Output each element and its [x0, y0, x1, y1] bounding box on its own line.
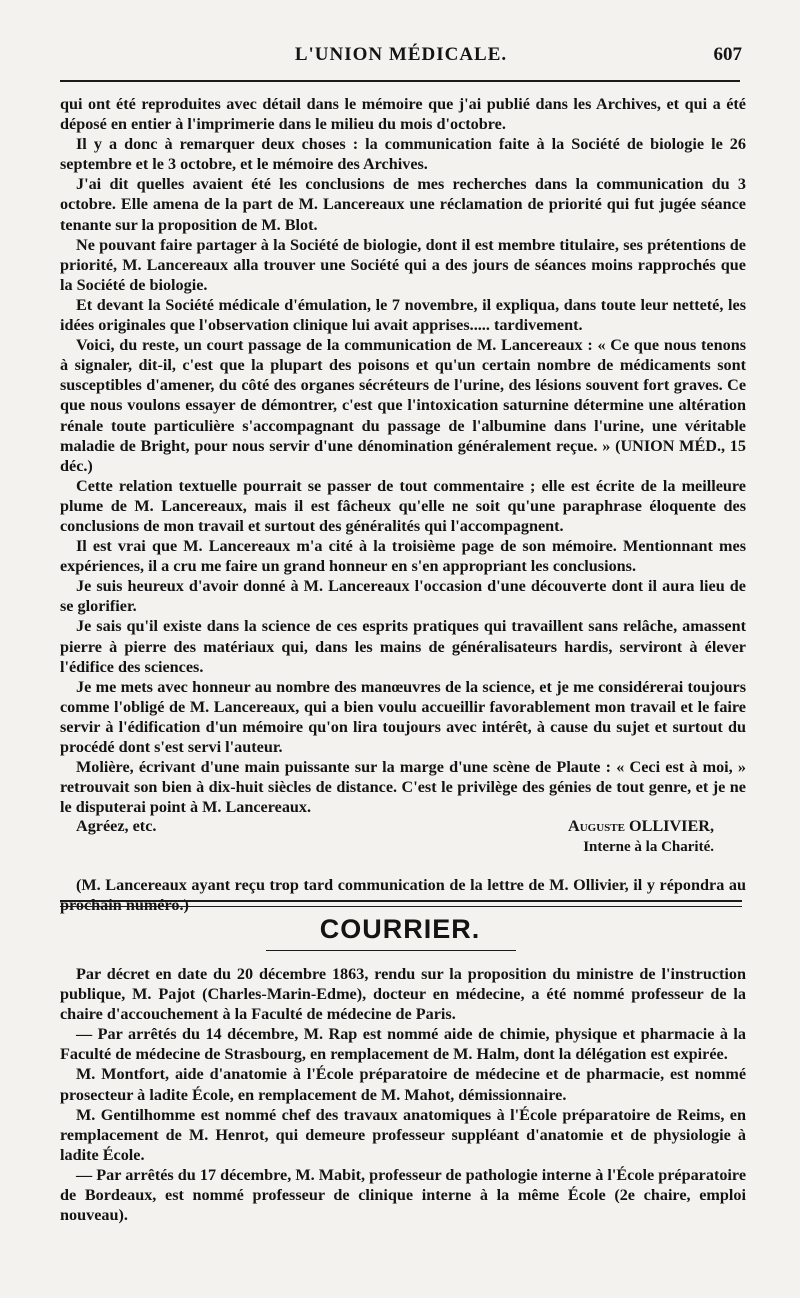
letter-paragraph: Voici, du reste, un court passage de la communication de M. Lancereaux : « Ce que nous tenons à signaler, dit-il, c'est que la plupart des poisons et qu'un certain nombre de médicaments sont susceptibles d'amener, du côté des organes sécréteurs de l'urine, des lésions souvent fort graves. Ce que nous voulons essayer de démontrer, c'est que l'intoxication saturnine détermine une altération rénale toute particulière s'accompagnant du passage de l'albumine dans l'urine, une véritable maladie de Bright, pour nous servir d'une dénomination généralement reçue. » (UNION MÉD., 15 déc.) [60, 336, 746, 475]
letter-paragraph: Molière, écrivant d'une main puissante sur la marge d'une scène de Plaute : « Ceci est à moi, » retrouvait son bien à dix-huit siècles de distance. C'est le privilège des génies de tout genre, et je ne le disputerai point à M. Lancereaux. [60, 758, 746, 817]
page-header [60, 44, 742, 76]
courrier-paragraph: — Par arrêtés du 14 décembre, M. Rap est nommé aide de chimie, physique et pharmacie à la Faculté de médecine de Strasbourg, en remplacement de M. Halm, dont la délégation est expirée. [60, 1025, 746, 1064]
signer-role: Interne à la Charité. [583, 839, 714, 856]
courrier-paragraph: — Par arrêtés du 17 décembre, M. Mabit, professeur de pathologie interne à l'École préparatoire de Bordeaux, est nommé professeur de clinique interne à la même École (2e chaire, emploi nouveau). [60, 1165, 746, 1225]
letter-paragraph: Cette relation textuelle pourrait se passer de tout commentaire ; elle est écrite de la meilleure plume de M. Lancereaux, mais il est fâcheux qu'elle ne soit qu'une paraphrase éloquente des conclusions de mon travail et surtout des généralités qui l'accompagnent. [60, 476, 746, 535]
courrier-paragraph: M. Montfort, aide d'anatomie à l'École préparatoire de médecine et de pharmacie, est nommé prosecteur à ladite École, en remplacement de M. Mahot, démissionnaire. [60, 1065, 746, 1104]
letter-paragraph: Il y a donc à remarquer deux choses : la communication faite à la Société de biologie le 26 septembre et le 3 octobre, et le mémoire des Archives. [60, 135, 746, 174]
courrier-body [60, 964, 746, 1225]
letter-paragraph: Il est vrai que M. Lancereaux m'a cité à la troisième page de son mémoire. Mentionnant mes expériences, il a cru me faire un grand honneur en s'en appropriant les conclusions. [60, 537, 746, 576]
title-underline [266, 950, 516, 951]
courrier-paragraph: M. Gentilhomme est nommé chef des travaux anatomiques à l'École préparatoire de Reims, en remplacement de M. Henrot, qui demeure professeur suppléant d'anatomie et de physiologie à ladite École. [60, 1105, 746, 1164]
letter-paragraph: Et devant la Société médicale d'émulation, le 7 novembre, il expliqua, dans toute leur netteté, les idées originales que l'observation clinique lui avait apprises..... tardivement. [60, 295, 746, 335]
header-rule [60, 80, 740, 82]
signer-role-row [60, 839, 746, 861]
closing-formula: Agréez, etc. [76, 817, 157, 836]
signer-name: Auguste OLLIVIER, [568, 817, 714, 836]
letter-paragraph: Je sais qu'il existe dans la science de ces esprits pratiques qui travaillent sans relâche, amassent pierre à pierre des matériaux qui, dans les mains de généralisateurs hardis, serviront à élever l'édifice des sciences. [60, 617, 746, 676]
letter-body [60, 94, 746, 916]
letter-paragraph: J'ai dit quelles avaient été les conclusions de mes recherches dans la communication du 3 octobre. Elle amena de la part de M. Lancereaux une réclamation de priorité qui fut jugée séance tenante sur la proposition de M. Blot. [60, 175, 746, 234]
letter-paragraph: Je me mets avec honneur au nombre des manœuvres de la science, et je me considérerai toujours comme l'obligé de M. Lancereaux, qui a bien voulu accueillir favorablement mon travail et le faire servir à l'édification d'un mémoire qu'on lira toujours avec intérêt, à cause du sujet et surtout du procédé dont s'est servi l'auteur. [60, 677, 746, 756]
section-title: COURRIER. [319, 914, 481, 944]
courrier-paragraph: Par décret en date du 20 décembre 1863, rendu sur la proposition du ministre de l'instruction publique, M. Pajot (Charles-Marin-Edme), docteur en médecine, a été nommé professeur de la chaire d'accouchement à la Faculté de médecine de Paris. [60, 965, 746, 1024]
letter-paragraph: Je suis heureux d'avoir donné à M. Lancereaux l'occasion d'une découverte dont il aura lieu de se glorifier. [60, 577, 746, 616]
letter-paragraph: Ne pouvant faire partager à la Société de biologie, dont il est membre titulaire, ses prétentions de priorité, M. Lancereaux alla trouver une Société qui a des jours de séances moins rapprochés que la Société de biologie. [60, 235, 746, 294]
signature-row [60, 817, 746, 839]
section-divider [60, 900, 742, 907]
editor-note: (M. Lancereaux ayant reçu trop tard communication de la lettre de M. Ollivier, il y répondra au prochain numéro.) [60, 876, 746, 915]
letter-paragraph: qui ont été reproduites avec détail dans le mémoire que j'ai publié dans les Archives, et qui a été déposé en entier à l'imprimerie dans le milieu du mois d'octobre. [60, 95, 746, 134]
page-number: 607 [713, 44, 742, 65]
running-title: L'UNION MÉDICALE. [294, 44, 508, 65]
